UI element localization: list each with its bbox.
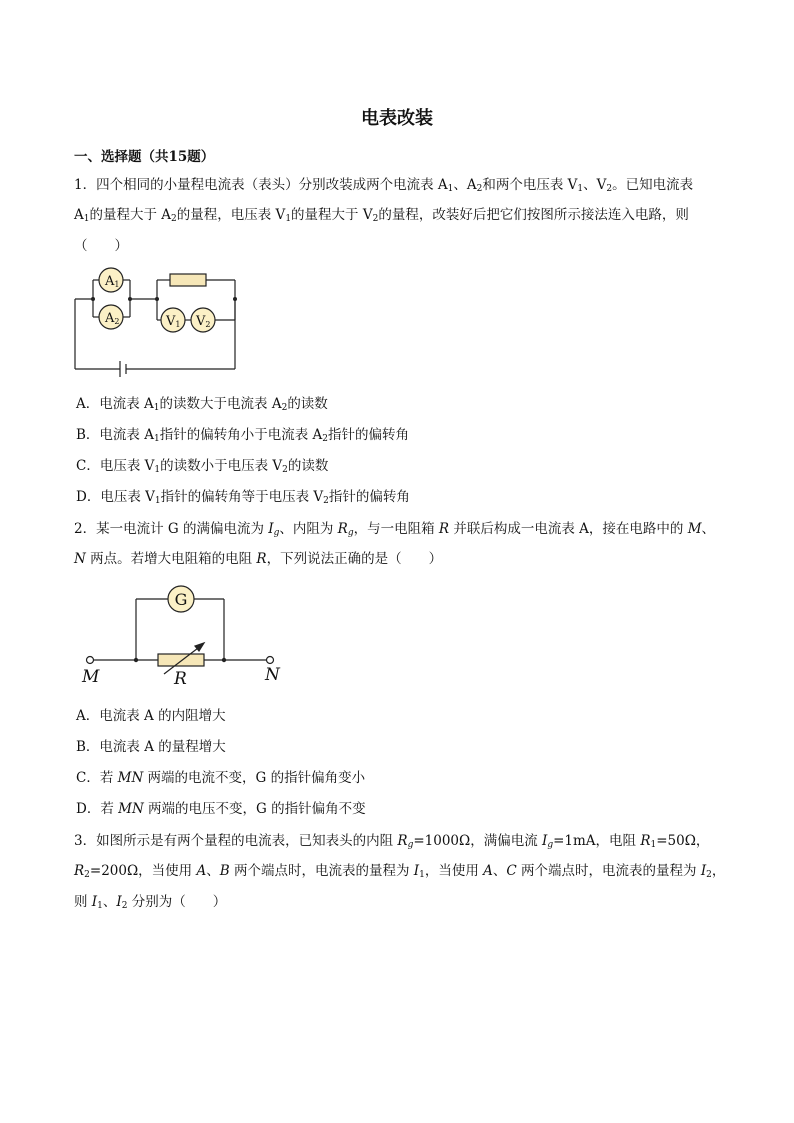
q1-option-b[interactable]: B．电流表 $A_1$指针的偏转角小于电流表 $A_2$指针的偏转角 — [76, 427, 409, 444]
q3-stem-line-2: $R_2=200\Omega$，当使用 A、B 两个端点时，电流表的量程为 $I_1$，当使用 A、C 两个端点时，电流表的量程为 $I_2$， — [74, 863, 726, 880]
svg-text:V2: V2 — [196, 314, 211, 329]
q1-option-d[interactable]: D．电压表 $V_1$指针的偏转角等于电压表 $V_2$指针的偏转角 — [76, 489, 410, 506]
q2-stem-line-2: N 两点。若增大电阻箱的电阻 R，下列说法正确的是（ ） — [74, 551, 443, 567]
junction-dot — [91, 297, 95, 301]
q1-answer-blank: （ ） — [74, 238, 128, 254]
resistance-box — [158, 654, 204, 666]
junction-dot — [233, 297, 237, 301]
junction-dot — [155, 297, 159, 301]
junction-dot — [128, 297, 132, 301]
galvanometer-g — [168, 586, 194, 612]
junction-dot — [222, 658, 226, 662]
q1-stem-line-1: 1．四个相同的小量程电流表（表头）分别改装成两个电流表 $A_1$、$A_2$和两个电压表 $V_1$、$V_2$。已知电流表 — [74, 177, 694, 194]
label-r: R — [174, 669, 187, 689]
section-heading: 一、选择题（共15题） — [74, 149, 215, 165]
q3-stem-line-1: 3．如图所示是有两个量程的电流表，已知表头的内阻 $R_g=1000\Omega$，满偏电流 $I_g=1mA$，电阻 $R_1=50\Omega$， — [74, 833, 710, 850]
q1-option-a[interactable]: A．电流表 $A_1$的读数大于电流表 $A_2$的读数 — [76, 396, 328, 413]
junction-dot — [134, 658, 138, 662]
terminal-n — [267, 657, 274, 664]
q2-option-b[interactable]: B．电流表 A 的量程增大 — [76, 739, 226, 755]
label-m: M — [82, 667, 100, 687]
ammeter-a1 — [99, 268, 123, 292]
svg-text:G: G — [174, 590, 188, 609]
q1-option-c[interactable]: C．电压表 $V_1$的读数小于电压表 $V_2$的读数 — [76, 458, 329, 475]
resistor-symbol — [170, 274, 206, 286]
svg-text:A1: A1 — [105, 274, 120, 289]
svg-text:V1: V1 — [166, 314, 181, 329]
terminal-m — [87, 657, 94, 664]
svg-text:A2: A2 — [105, 311, 120, 326]
q2-option-a[interactable]: A．电流表 A 的内阻增大 — [76, 708, 226, 724]
q2-stem-line-1: 2．某一电流计 G 的满偏电流为 $I_g$、内阻为 $R_g$，与一电阻箱 R 并联后构成一电流表 A，接在电路中的 M、 — [74, 521, 716, 538]
q1-circuit-diagram — [60, 262, 250, 387]
label-n: N — [265, 665, 280, 685]
voltmeter-v1 — [161, 308, 185, 332]
page-title: 电表改装 — [361, 108, 433, 129]
q1-stem-line-2: $A_1$的量程大于 $A_2$的量程，电压表 $V_1$的量程大于 $V_2$的量程，改装好后把它们按图所示接法连入电路，则 — [74, 207, 689, 224]
q2-circuit-diagram — [70, 583, 290, 693]
q2-option-c[interactable]: C．若 MN 两端的电流不变，G 的指针偏角变小 — [76, 770, 366, 786]
q3-stem-line-3: 则 $I_1$、$I_2$ 分别为（ ） — [74, 894, 227, 911]
q2-option-d[interactable]: D．若 MN 两端的电压不变，G 的指针偏角不变 — [76, 801, 366, 817]
ammeter-a2 — [99, 305, 123, 329]
voltmeter-v2 — [191, 308, 215, 332]
